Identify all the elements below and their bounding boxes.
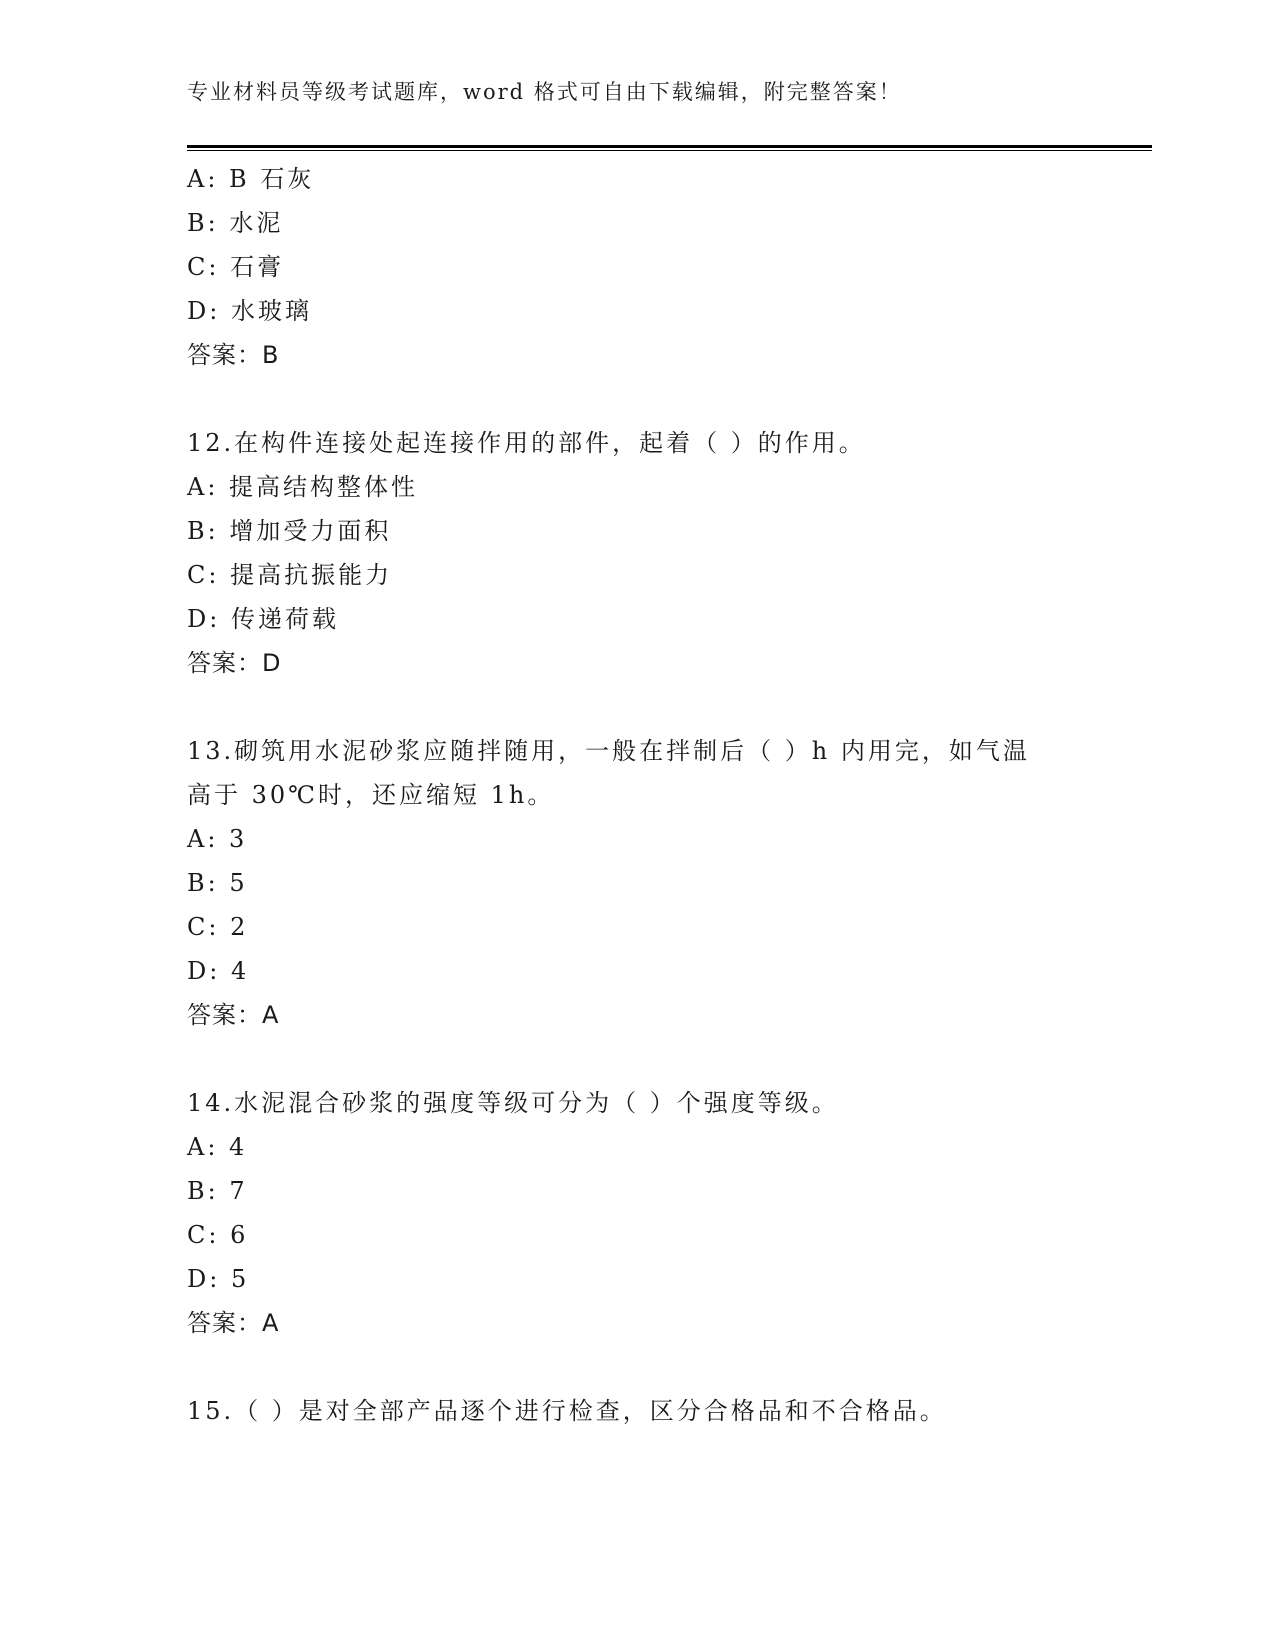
q11-option-b: B: 水泥 (187, 209, 284, 237)
header-rule-thick (187, 145, 1152, 148)
q15-question: 15.（ ）是对全部产品逐个进行检查，区分合格品和不合格品。 (187, 1397, 947, 1425)
q14-option-a: A: 4 (187, 1133, 248, 1161)
q14-option-b: B: 7 (187, 1177, 248, 1205)
q11-option-c: C: 石膏 (187, 253, 285, 281)
q13-option-a: A: 3 (187, 825, 248, 853)
q13-option-d: D: 4 (187, 957, 250, 985)
q13-option-c: C: 2 (187, 913, 249, 941)
header-rule-thin (187, 150, 1152, 151)
q12-question: 12.在构件连接处起连接作用的部件，起着（ ）的作用。 (187, 429, 866, 457)
q13-answer: 答案：A (187, 1001, 280, 1029)
q14-answer: 答案：A (187, 1309, 280, 1337)
q11-answer: 答案：B (187, 341, 280, 369)
q12-option-d: D: 传递荷载 (187, 605, 339, 633)
q12-answer: 答案：D (187, 649, 282, 677)
q12-option-b: B: 增加受力面积 (187, 517, 392, 545)
q11-option-d: D: 水玻璃 (187, 297, 312, 325)
q13-question-line-2: 高于 30℃时，还应缩短 1h。 (187, 781, 555, 809)
q12-option-a: A: 提高结构整体性 (187, 473, 419, 501)
q11-option-a: A: B 石灰 (187, 165, 315, 193)
q13-question-line-1: 13.砌筑用水泥砂浆应随拌随用，一般在拌制后（ ）h 内用完，如气温 (187, 737, 1030, 765)
q14-question: 14.水泥混合砂浆的强度等级可分为（ ）个强度等级。 (187, 1089, 839, 1117)
q13-option-b: B: 5 (187, 869, 248, 897)
q14-option-d: D: 5 (187, 1265, 250, 1293)
q12-option-c: C: 提高抗振能力 (187, 561, 393, 589)
q14-option-c: C: 6 (187, 1221, 249, 1249)
document-header: 专业材料员等级考试题库，word 格式可自由下载编辑，附完整答案！ (187, 80, 902, 104)
